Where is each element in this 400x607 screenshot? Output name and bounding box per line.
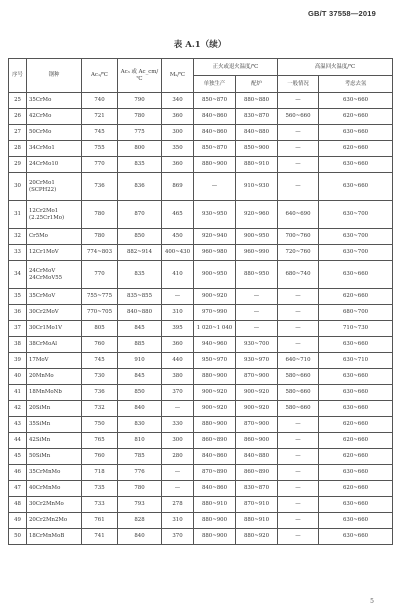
cell-normalize-mix: 840~880 [236, 125, 278, 141]
table-row [9, 481, 393, 497]
cell-seq: 42 [9, 401, 27, 417]
cell-ms: 280 [162, 449, 194, 465]
table-row [9, 449, 393, 465]
cell-temper-general: 640~690 [278, 201, 319, 229]
cell-temper-general: — [278, 513, 319, 529]
table-row [9, 201, 393, 229]
col-temper-decarb: 考虑去氢 [319, 76, 393, 93]
cell-grade: 42CrMo [27, 109, 82, 125]
cell-temper-decarb: 630~660 [319, 93, 393, 109]
cell-ac3: 780 [118, 109, 162, 125]
cell-seq: 26 [9, 109, 27, 125]
table-title: 表 A.1（续） [173, 40, 227, 50]
cell-ac3: 850 [118, 385, 162, 401]
cell-ac1: 740 [82, 93, 118, 109]
cell-grade: 30Cr2MnMo [27, 497, 82, 513]
cell-ms: — [162, 465, 194, 481]
cell-temper-general: — [278, 305, 319, 321]
cell-grade: Cr5Mo [27, 229, 82, 245]
cell-normalize-mix: 880~910 [236, 157, 278, 173]
cell-ac3: 850 [118, 229, 162, 245]
cell-seq: 49 [9, 513, 27, 529]
table-row [9, 401, 393, 417]
cell-normalize-mix: 900~950 [236, 229, 278, 245]
table-row [9, 245, 393, 261]
cell-seq: 25 [9, 93, 27, 109]
col-ms: Mₛ/℃ [162, 59, 194, 93]
cell-ac1: 755~775 [82, 289, 118, 305]
cell-ms: 310 [162, 305, 194, 321]
cell-ac1: 774~803 [82, 245, 118, 261]
cell-temper-decarb: 630~660 [319, 369, 393, 385]
cell-temper-general: 580~660 [278, 401, 319, 417]
cell-normalize-mix: 850~900 [236, 141, 278, 157]
cell-grade: 12Cr2Mo1 (2.25Cr1Mo) [27, 201, 82, 229]
table-row [9, 173, 393, 201]
cell-ac1: 770 [82, 261, 118, 289]
table-row [9, 157, 393, 173]
cell-normalize-mix: 920~960 [236, 201, 278, 229]
cell-normalize-single: — [194, 173, 236, 201]
standard-code: GB/T 37558—2019 [307, 9, 376, 18]
cell-ms: 869 [162, 173, 194, 201]
cell-normalize-single: 840~860 [194, 125, 236, 141]
cell-temper-general: 720~760 [278, 245, 319, 261]
cell-normalize-mix: 830~870 [236, 481, 278, 497]
cell-ac3: 845 [118, 369, 162, 385]
cell-temper-decarb: 620~660 [319, 433, 393, 449]
cell-ac3: 790 [118, 93, 162, 109]
cell-ac1: 736 [82, 173, 118, 201]
table-row [9, 125, 393, 141]
cell-grade: 24CrMoV 24CrMoV55 [27, 261, 82, 289]
table-row [9, 141, 393, 157]
cell-ac1: 733 [82, 497, 118, 513]
cell-grade: 35SiMn [27, 417, 82, 433]
cell-temper-decarb: 630~660 [319, 337, 393, 353]
cell-temper-decarb: 630~660 [319, 529, 393, 545]
cell-normalize-single: 920~940 [194, 229, 236, 245]
col-temper-general: 一般情况 [278, 76, 319, 93]
cell-temper-decarb: 630~660 [319, 513, 393, 529]
heat-treatment-table [8, 58, 393, 545]
cell-grade: 35CrMo [27, 93, 82, 109]
cell-ac1: 718 [82, 465, 118, 481]
cell-normalize-mix: — [236, 289, 278, 305]
cell-grade: 20SiMn [27, 401, 82, 417]
cell-grade: 35CrMoV [27, 289, 82, 305]
cell-normalize-mix: 900~920 [236, 401, 278, 417]
cell-temper-general: 680~740 [278, 261, 319, 289]
cell-ac3: 836 [118, 173, 162, 201]
col-temper-group: 高温回火温度/℃ [278, 59, 393, 76]
cell-temper-general: — [278, 337, 319, 353]
cell-ac1: 741 [82, 529, 118, 545]
cell-ms: 450 [162, 229, 194, 245]
cell-normalize-single: 880~900 [194, 529, 236, 545]
cell-temper-decarb: 630~710 [319, 353, 393, 369]
cell-ac3: 870 [118, 201, 162, 229]
cell-normalize-single: 930~950 [194, 201, 236, 229]
cell-seq: 41 [9, 385, 27, 401]
cell-ac3: 840 [118, 529, 162, 545]
cell-temper-general: — [278, 173, 319, 201]
cell-seq: 47 [9, 481, 27, 497]
cell-normalize-mix: 840~880 [236, 449, 278, 465]
page-number: 5 [370, 598, 374, 605]
cell-ac1: 745 [82, 353, 118, 369]
cell-ac3: 785 [118, 449, 162, 465]
cell-temper-decarb: 630~660 [319, 125, 393, 141]
col-normalize-group: 正火或退火温度/℃ [194, 59, 278, 76]
cell-seq: 29 [9, 157, 27, 173]
col-ac3: Ac₃ 或 Ac_cm/℃ [118, 59, 162, 93]
cell-temper-decarb: 620~660 [319, 449, 393, 465]
cell-temper-general: 580~660 [278, 385, 319, 401]
cell-ac1: 780 [82, 229, 118, 245]
cell-ms: 350 [162, 141, 194, 157]
table-row [9, 305, 393, 321]
cell-normalize-single: 900~920 [194, 385, 236, 401]
cell-temper-decarb: 630~700 [319, 229, 393, 245]
cell-normalize-mix: 910~930 [236, 173, 278, 201]
table-row [9, 289, 393, 305]
table-row [9, 261, 393, 289]
cell-normalize-mix: 930~970 [236, 353, 278, 369]
cell-normalize-single: 900~950 [194, 261, 236, 289]
cell-seq: 38 [9, 337, 27, 353]
cell-temper-decarb: 680~700 [319, 305, 393, 321]
cell-seq: 34 [9, 261, 27, 289]
table-row [9, 337, 393, 353]
cell-ac3: 835 [118, 157, 162, 173]
table-row [9, 229, 393, 245]
cell-normalize-single: 1 020~1 040 [194, 321, 236, 337]
cell-grade: 50SiMn [27, 449, 82, 465]
cell-ms: 310 [162, 513, 194, 529]
table-row [9, 109, 393, 125]
cell-grade: 30Cr1Mo1V [27, 321, 82, 337]
cell-temper-decarb: 710~730 [319, 321, 393, 337]
cell-temper-general: — [278, 433, 319, 449]
cell-normalize-single: 860~890 [194, 433, 236, 449]
cell-seq: 37 [9, 321, 27, 337]
cell-normalize-single: 970~990 [194, 305, 236, 321]
cell-ms: 370 [162, 529, 194, 545]
cell-normalize-mix: 880~910 [236, 513, 278, 529]
cell-ms: 340 [162, 93, 194, 109]
cell-ac1: 770~705 [82, 305, 118, 321]
table-row [9, 513, 393, 529]
cell-normalize-single: 960~980 [194, 245, 236, 261]
cell-grade: 18MnMoNb [27, 385, 82, 401]
cell-normalize-mix: 880~920 [236, 529, 278, 545]
cell-grade: 17MoV [27, 353, 82, 369]
cell-seq: 33 [9, 245, 27, 261]
cell-temper-decarb: 630~660 [319, 157, 393, 173]
cell-ac1: 750 [82, 417, 118, 433]
cell-ac3: 775 [118, 125, 162, 141]
cell-ms: 410 [162, 261, 194, 289]
cell-ms: 395 [162, 321, 194, 337]
cell-temper-decarb: 630~660 [319, 497, 393, 513]
cell-normalize-mix: 880~880 [236, 93, 278, 109]
cell-normalize-single: 880~900 [194, 157, 236, 173]
cell-ac3: 835 [118, 261, 162, 289]
cell-ac3: 800 [118, 141, 162, 157]
cell-normalize-mix: — [236, 305, 278, 321]
cell-temper-decarb: 620~660 [319, 289, 393, 305]
cell-temper-decarb: 620~660 [319, 417, 393, 433]
cell-ac3: 776 [118, 465, 162, 481]
cell-temper-decarb: 620~660 [319, 109, 393, 125]
cell-normalize-single: 840~860 [194, 481, 236, 497]
cell-normalize-mix: 870~910 [236, 497, 278, 513]
cell-temper-general: — [278, 529, 319, 545]
cell-temper-decarb: 620~660 [319, 141, 393, 157]
cell-ms: 465 [162, 201, 194, 229]
table-row [9, 93, 393, 109]
cell-seq: 44 [9, 433, 27, 449]
cell-seq: 27 [9, 125, 27, 141]
cell-ac3: 810 [118, 433, 162, 449]
cell-normalize-single: 900~920 [194, 289, 236, 305]
table-row [9, 369, 393, 385]
cell-ms: 400~430 [162, 245, 194, 261]
cell-normalize-mix: 960~990 [236, 245, 278, 261]
cell-normalize-mix: — [236, 321, 278, 337]
cell-normalize-single: 880~900 [194, 513, 236, 529]
cell-ac1: 760 [82, 337, 118, 353]
cell-temper-general: — [278, 321, 319, 337]
cell-normalize-mix: 880~950 [236, 261, 278, 289]
cell-ac1: 736 [82, 385, 118, 401]
cell-temper-general: — [278, 125, 319, 141]
cell-normalize-single: 870~890 [194, 465, 236, 481]
cell-ac3: 885 [118, 337, 162, 353]
cell-normalize-single: 840~860 [194, 109, 236, 125]
table-row [9, 465, 393, 481]
cell-normalize-mix: 860~900 [236, 433, 278, 449]
cell-normalize-mix: 870~900 [236, 369, 278, 385]
cell-ms: 330 [162, 417, 194, 433]
cell-ac1: 780 [82, 201, 118, 229]
cell-ms: 440 [162, 353, 194, 369]
cell-seq: 30 [9, 173, 27, 201]
cell-grade: 18CrMnMoB [27, 529, 82, 545]
cell-ac1: 735 [82, 481, 118, 497]
cell-temper-decarb: 630~660 [319, 401, 393, 417]
cell-seq: 28 [9, 141, 27, 157]
cell-grade: 34CrMo1 [27, 141, 82, 157]
cell-normalize-single: 880~900 [194, 417, 236, 433]
cell-normalize-single: 900~920 [194, 401, 236, 417]
cell-grade: 38CrMoAl [27, 337, 82, 353]
cell-temper-general: — [278, 465, 319, 481]
cell-grade: 40CrMnMo [27, 481, 82, 497]
cell-seq: 36 [9, 305, 27, 321]
table-row [9, 433, 393, 449]
cell-temper-general: 700~760 [278, 229, 319, 245]
cell-ac1: 770 [82, 157, 118, 173]
cell-temper-general: — [278, 141, 319, 157]
table-row [9, 353, 393, 369]
col-normalize-single: 单独生产 [194, 76, 236, 93]
cell-normalize-single: 850~870 [194, 93, 236, 109]
cell-ms: — [162, 481, 194, 497]
cell-temper-general: 640~710 [278, 353, 319, 369]
cell-ac1: 732 [82, 401, 118, 417]
cell-normalize-single: 880~900 [194, 369, 236, 385]
cell-normalize-single: 950~970 [194, 353, 236, 369]
cell-ac3: 910 [118, 353, 162, 369]
cell-ac1: 745 [82, 125, 118, 141]
cell-grade: 20CrMo1 (SCPH22) [27, 173, 82, 201]
cell-normalize-mix: 900~920 [236, 385, 278, 401]
cell-temper-decarb: 630~660 [319, 261, 393, 289]
cell-ms: 278 [162, 497, 194, 513]
cell-temper-decarb: 620~660 [319, 481, 393, 497]
cell-ac3: 840 [118, 401, 162, 417]
cell-grade: 30Cr2MoV [27, 305, 82, 321]
cell-ms: 300 [162, 433, 194, 449]
cell-temper-decarb: 630~660 [319, 465, 393, 481]
cell-temper-decarb: 630~660 [319, 173, 393, 201]
cell-ms: 360 [162, 157, 194, 173]
cell-temper-general: — [278, 417, 319, 433]
cell-temper-general: — [278, 497, 319, 513]
cell-normalize-single: 840~860 [194, 449, 236, 465]
cell-temper-general: 580~660 [278, 369, 319, 385]
cell-seq: 45 [9, 449, 27, 465]
cell-ms: 300 [162, 125, 194, 141]
table-row [9, 529, 393, 545]
cell-temper-general: — [278, 449, 319, 465]
col-grade: 钢种 [27, 59, 82, 93]
cell-grade: 42SiMn [27, 433, 82, 449]
cell-ac3: 882~914 [118, 245, 162, 261]
cell-ac3: 793 [118, 497, 162, 513]
cell-temper-general: 560~660 [278, 109, 319, 125]
table-row [9, 321, 393, 337]
cell-ms: — [162, 401, 194, 417]
cell-temper-decarb: 630~700 [319, 245, 393, 261]
cell-ms: — [162, 289, 194, 305]
cell-normalize-mix: 870~900 [236, 417, 278, 433]
table-row [9, 417, 393, 433]
cell-ms: 360 [162, 109, 194, 125]
cell-temper-general: — [278, 157, 319, 173]
cell-normalize-single: 880~910 [194, 497, 236, 513]
cell-ac1: 730 [82, 369, 118, 385]
cell-seq: 50 [9, 529, 27, 545]
cell-ac1: 760 [82, 449, 118, 465]
col-seq: 序号 [9, 59, 27, 93]
cell-seq: 39 [9, 353, 27, 369]
cell-temper-general: — [278, 93, 319, 109]
cell-temper-general: — [278, 289, 319, 305]
table-row [9, 385, 393, 401]
cell-temper-decarb: 630~660 [319, 385, 393, 401]
cell-seq: 40 [9, 369, 27, 385]
cell-ac1: 721 [82, 109, 118, 125]
cell-seq: 35 [9, 289, 27, 305]
table-row [9, 497, 393, 513]
cell-grade: 12Cr1MoV [27, 245, 82, 261]
cell-seq: 31 [9, 201, 27, 229]
cell-ac1: 805 [82, 321, 118, 337]
cell-normalize-mix: 860~890 [236, 465, 278, 481]
cell-seq: 48 [9, 497, 27, 513]
cell-normalize-single: 940~960 [194, 337, 236, 353]
cell-grade: 24CrMo10 [27, 157, 82, 173]
cell-normalize-single: 850~870 [194, 141, 236, 157]
cell-temper-general: — [278, 481, 319, 497]
cell-grade: 20Cr2Mn2Mo [27, 513, 82, 529]
cell-seq: 46 [9, 465, 27, 481]
cell-normalize-mix: 830~870 [236, 109, 278, 125]
cell-ac3: 845 [118, 321, 162, 337]
cell-ac3: 840~880 [118, 305, 162, 321]
col-normalize-mix: 配炉 [236, 76, 278, 93]
cell-ms: 380 [162, 369, 194, 385]
cell-grade: 50CrMo [27, 125, 82, 141]
cell-ac1: 761 [82, 513, 118, 529]
cell-seq: 43 [9, 417, 27, 433]
cell-grade: 35CrMnMo [27, 465, 82, 481]
cell-ac1: 765 [82, 433, 118, 449]
cell-ms: 360 [162, 337, 194, 353]
col-ac1: Ac₁/℃ [82, 59, 118, 93]
cell-ac3: 780 [118, 481, 162, 497]
cell-ac1: 755 [82, 141, 118, 157]
cell-grade: 20MnMo [27, 369, 82, 385]
cell-seq: 32 [9, 229, 27, 245]
cell-ac3: 830 [118, 417, 162, 433]
cell-temper-decarb: 630~700 [319, 201, 393, 229]
cell-normalize-mix: 930~700 [236, 337, 278, 353]
cell-ac3: 828 [118, 513, 162, 529]
cell-ac3: 835~855 [118, 289, 162, 305]
cell-ms: 370 [162, 385, 194, 401]
